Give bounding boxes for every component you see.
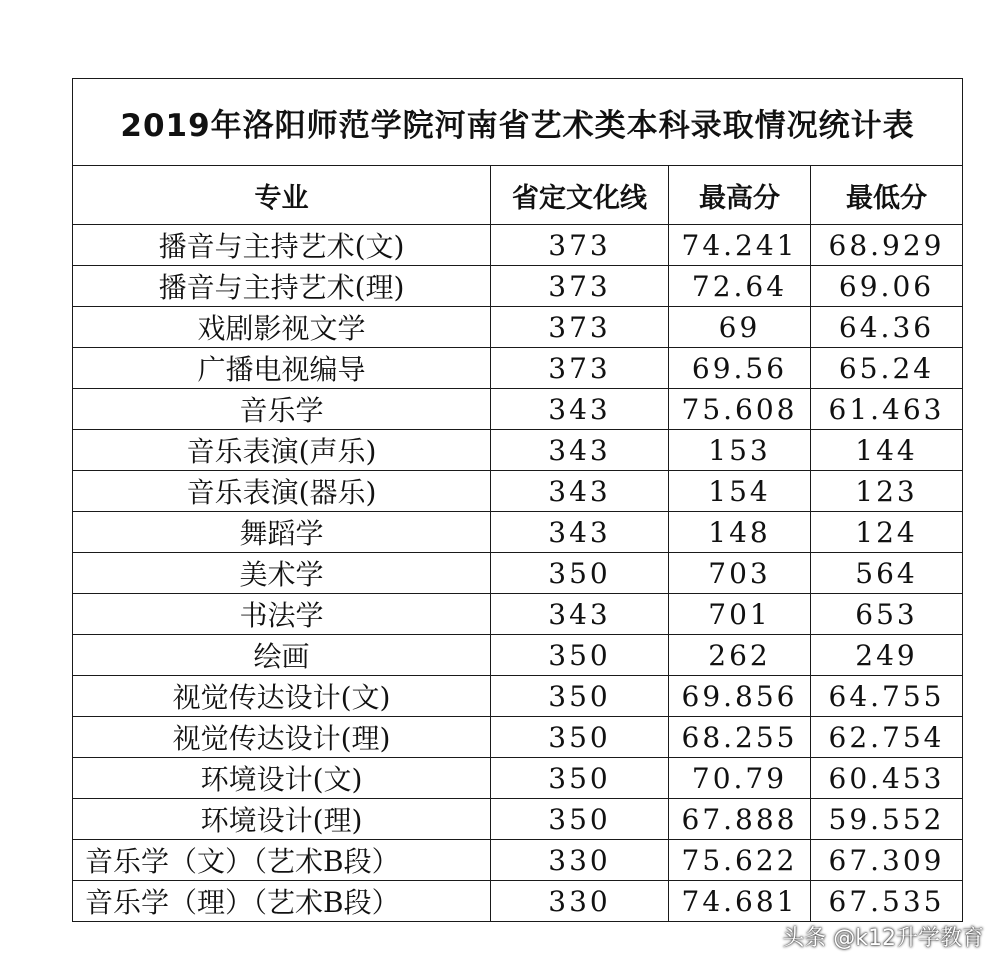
- cultural-line-cell: 373: [491, 266, 669, 307]
- table-row: [73, 307, 963, 348]
- table-row: [73, 389, 963, 430]
- min-score-cell: 69.06: [811, 266, 963, 307]
- major-cell: 音乐表演(声乐): [73, 430, 491, 471]
- major-cell: 播音与主持艺术(理): [73, 266, 491, 307]
- header-cultural-line: 省定文化线: [491, 166, 669, 225]
- table-row: [73, 348, 963, 389]
- table-row: [73, 635, 963, 676]
- max-score-cell: 69.856: [669, 676, 811, 717]
- min-score-cell: 249: [811, 635, 963, 676]
- watermark: 头条 @k12升学教育: [782, 926, 984, 951]
- cultural-line-cell: 330: [491, 840, 669, 881]
- header-min-score: 最低分: [811, 166, 963, 225]
- min-score-cell: 68.929: [811, 225, 963, 266]
- table-row: [73, 758, 963, 799]
- major-cell: 音乐学（理）（艺术B段）: [73, 881, 491, 922]
- cultural-line-cell: 343: [491, 471, 669, 512]
- table-row: [73, 881, 963, 922]
- max-score-cell: 68.255: [669, 717, 811, 758]
- min-score-cell: 64.755: [811, 676, 963, 717]
- min-score-cell: 61.463: [811, 389, 963, 430]
- max-score-cell: 75.622: [669, 840, 811, 881]
- major-cell: 美术学: [73, 553, 491, 594]
- cultural-line-cell: 373: [491, 225, 669, 266]
- header-max-score: 最高分: [669, 166, 811, 225]
- major-cell: 广播电视编导: [73, 348, 491, 389]
- cultural-line-cell: 343: [491, 430, 669, 471]
- cultural-line-cell: 350: [491, 553, 669, 594]
- table-body: [73, 225, 963, 922]
- major-cell: 环境设计(文): [73, 758, 491, 799]
- cultural-line-cell: 350: [491, 799, 669, 840]
- table-row: [73, 717, 963, 758]
- major-cell: 视觉传达设计(文): [73, 676, 491, 717]
- table-row: [73, 430, 963, 471]
- cultural-line-cell: 373: [491, 307, 669, 348]
- max-score-cell: 154: [669, 471, 811, 512]
- table-row: [73, 471, 963, 512]
- table-row: [73, 553, 963, 594]
- max-score-cell: 69: [669, 307, 811, 348]
- cultural-line-cell: 350: [491, 717, 669, 758]
- major-cell: 绘画: [73, 635, 491, 676]
- major-cell: 音乐学: [73, 389, 491, 430]
- min-score-cell: 67.309: [811, 840, 963, 881]
- major-cell: 戏剧影视文学: [73, 307, 491, 348]
- max-score-cell: 701: [669, 594, 811, 635]
- cultural-line-cell: 350: [491, 635, 669, 676]
- table-row: [73, 799, 963, 840]
- cultural-line-cell: 343: [491, 594, 669, 635]
- max-score-cell: 70.79: [669, 758, 811, 799]
- min-score-cell: 59.552: [811, 799, 963, 840]
- table-row: [73, 594, 963, 635]
- max-score-cell: 74.681: [669, 881, 811, 922]
- major-cell: 环境设计(理): [73, 799, 491, 840]
- min-score-cell: 124: [811, 512, 963, 553]
- min-score-cell: 653: [811, 594, 963, 635]
- max-score-cell: 153: [669, 430, 811, 471]
- min-score-cell: 60.453: [811, 758, 963, 799]
- table-row: [73, 840, 963, 881]
- cultural-line-cell: 350: [491, 758, 669, 799]
- min-score-cell: 564: [811, 553, 963, 594]
- max-score-cell: 148: [669, 512, 811, 553]
- min-score-cell: 65.24: [811, 348, 963, 389]
- major-cell: 书法学: [73, 594, 491, 635]
- max-score-cell: 74.241: [669, 225, 811, 266]
- cultural-line-cell: 343: [491, 389, 669, 430]
- max-score-cell: 69.56: [669, 348, 811, 389]
- min-score-cell: 67.535: [811, 881, 963, 922]
- cultural-line-cell: 343: [491, 512, 669, 553]
- header-major: 专业: [73, 166, 491, 225]
- major-cell: 视觉传达设计(理): [73, 717, 491, 758]
- cultural-line-cell: 350: [491, 676, 669, 717]
- min-score-cell: 123: [811, 471, 963, 512]
- min-score-cell: 144: [811, 430, 963, 471]
- major-cell: 舞蹈学: [73, 512, 491, 553]
- max-score-cell: 75.608: [669, 389, 811, 430]
- max-score-cell: 703: [669, 553, 811, 594]
- table-row: [73, 676, 963, 717]
- table-title: 2019年洛阳师范学院河南省艺术类本科录取情况统计表: [73, 79, 963, 166]
- max-score-cell: 67.888: [669, 799, 811, 840]
- min-score-cell: 62.754: [811, 717, 963, 758]
- admission-table-container: [72, 78, 962, 942]
- major-cell: 音乐学（文）（艺术B段）: [73, 840, 491, 881]
- max-score-cell: 262: [669, 635, 811, 676]
- max-score-cell: 72.64: [669, 266, 811, 307]
- major-cell: 播音与主持艺术(文): [73, 225, 491, 266]
- admission-table: [72, 78, 963, 922]
- min-score-cell: 64.36: [811, 307, 963, 348]
- cultural-line-cell: 373: [491, 348, 669, 389]
- table-row: [73, 266, 963, 307]
- table-row: [73, 225, 963, 266]
- table-row: [73, 512, 963, 553]
- cultural-line-cell: 330: [491, 881, 669, 922]
- major-cell: 音乐表演(器乐): [73, 471, 491, 512]
